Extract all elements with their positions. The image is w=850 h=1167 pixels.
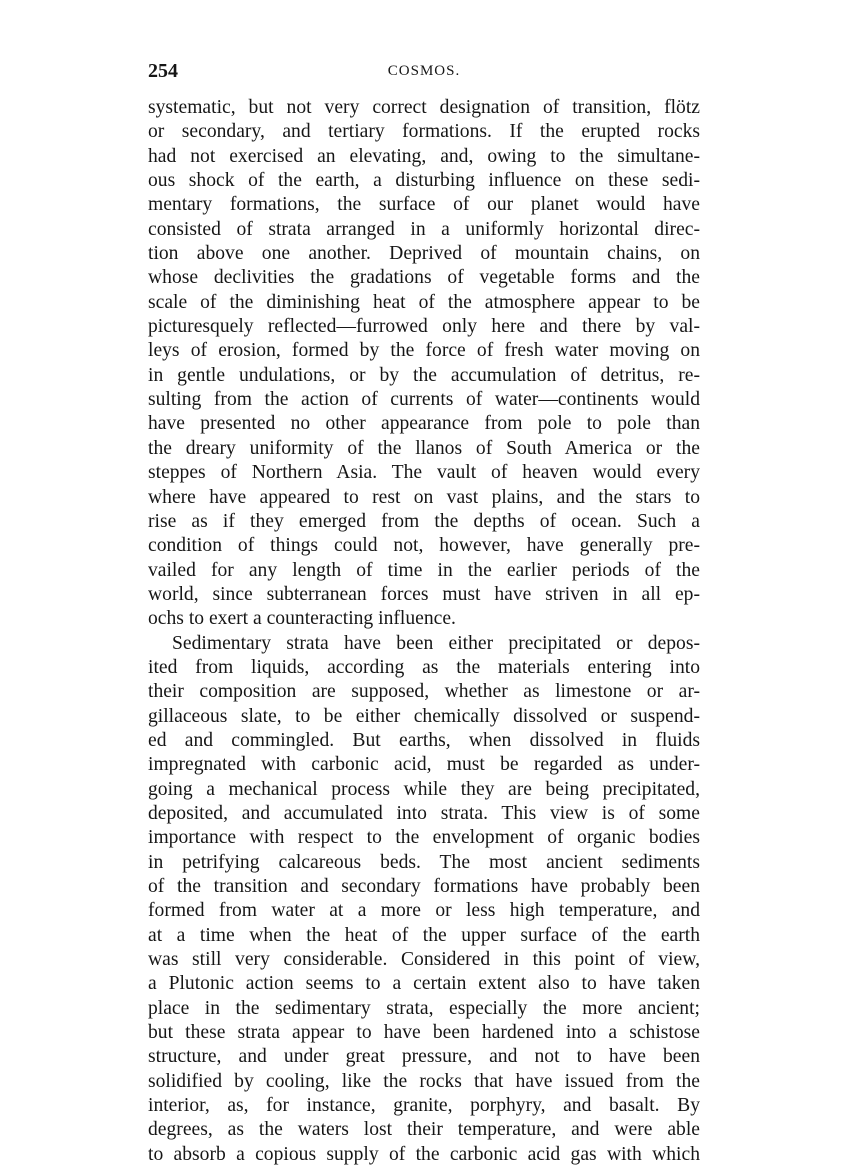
text-line: condition of things could not, however, have generally pre-	[148, 535, 700, 557]
text-line: in gentle undulations, or by the accumulation of detritus, re-	[148, 364, 700, 386]
text-line: a Plutonic action seems to a certain extent also to have taken	[148, 973, 700, 995]
paragraph-1	[148, 96, 700, 632]
text-line: steppes of Northern Asia. The vault of heaven would every	[148, 462, 700, 484]
text-line: systematic, but not very correct designation of transition, flötz	[148, 97, 700, 118]
text-line: consisted of strata arranged in a uniformly horizontal direc-	[148, 218, 700, 240]
text-line: Sedimentary strata have been either precipitated or depos-	[172, 632, 700, 654]
text-line: structure, and under great pressure, and not to have been	[148, 1046, 700, 1068]
text-line: vailed for any length of time in the earlier periods of the	[148, 559, 700, 581]
page-number: 254	[148, 60, 178, 82]
text-line: mentary formations, the surface of our planet would have	[148, 194, 700, 216]
text-line: to absorb a copious supply of the carbonic acid gas with which	[148, 1143, 700, 1165]
text-line: of the transition and secondary formations have probably been	[148, 876, 700, 897]
text-line: the dreary uniformity of the llanos of South America or the	[148, 437, 700, 459]
book-page	[148, 56, 700, 1167]
text-line: degrees, as the waters lost their temperature, and were able	[148, 1119, 700, 1141]
text-line: had not exercised an elevating, and, owing to the simultane-	[148, 145, 700, 167]
text-line: leys of erosion, formed by the force of fresh water moving on	[148, 340, 700, 362]
text-line: going a mechanical process while they are being precipitated,	[148, 778, 700, 800]
text-line: ited from liquids, according as the materials entering into	[148, 656, 700, 678]
text-line: in petrifying calcareous beds. The most ancient sediments	[148, 851, 700, 873]
text-line: gillaceous slate, to be either chemically dissolved or suspend-	[148, 705, 700, 727]
text-line: picturesquely reflected—furrowed only here and there by val-	[148, 316, 700, 338]
text-line: have presented no other appearance from pole to pole than	[148, 413, 700, 435]
text-line: ous shock of the earth, a disturbing influence on these sedi-	[148, 170, 700, 192]
text-line: their composition are supposed, whether as limestone or ar-	[148, 681, 700, 703]
text-line: at a time when the heat of the upper surface of the earth	[148, 924, 700, 946]
text-line: impregnated with carbonic acid, must be regarded as under-	[148, 754, 700, 776]
text-line: deposited, and accumulated into strata. This view is of some	[148, 802, 700, 824]
text-line: world, since subterranean forces must have striven in all ep-	[148, 583, 700, 605]
text-line: formed from water at a more or less high temperature, and	[148, 900, 700, 922]
running-head	[148, 56, 700, 86]
text-line: where have appeared to rest on vast plains, and the stars to	[148, 486, 700, 508]
text-line: place in the sedimentary strata, especially the more ancient;	[148, 997, 700, 1019]
running-title: COSMOS.	[387, 63, 461, 79]
text-line: rise as if they emerged from the depths of ocean. Such a	[148, 510, 700, 532]
text-line: scale of the diminishing heat of the atmosphere appear to be	[148, 291, 700, 313]
text-line: or secondary, and tertiary formations. If the erupted rocks	[148, 121, 700, 143]
text-line: whose declivities the gradations of vegetable forms and the	[148, 267, 700, 289]
text-line: ochs to exert a counteracting influence.	[148, 608, 456, 630]
text-line: solidified by cooling, like the rocks that have issued from the	[148, 1070, 700, 1092]
text-line: was still very considerable. Considered in this point of view,	[148, 949, 700, 971]
text-line: tion above one another. Deprived of mountain chains, on	[148, 243, 700, 265]
text-line: but these strata appear to have been hardened into a schistose	[148, 1022, 700, 1044]
body-text	[148, 96, 700, 1167]
text-line: ed and commingled. But earths, when dissolved in fluids	[148, 729, 700, 751]
paragraph-2	[148, 632, 700, 1167]
text-line: sulting from the action of currents of water—continents would	[148, 389, 700, 411]
text-line: interior, as, for instance, granite, porphyry, and basalt. By	[148, 1095, 700, 1117]
text-line: importance with respect to the envelopment of organic bodies	[148, 827, 700, 849]
